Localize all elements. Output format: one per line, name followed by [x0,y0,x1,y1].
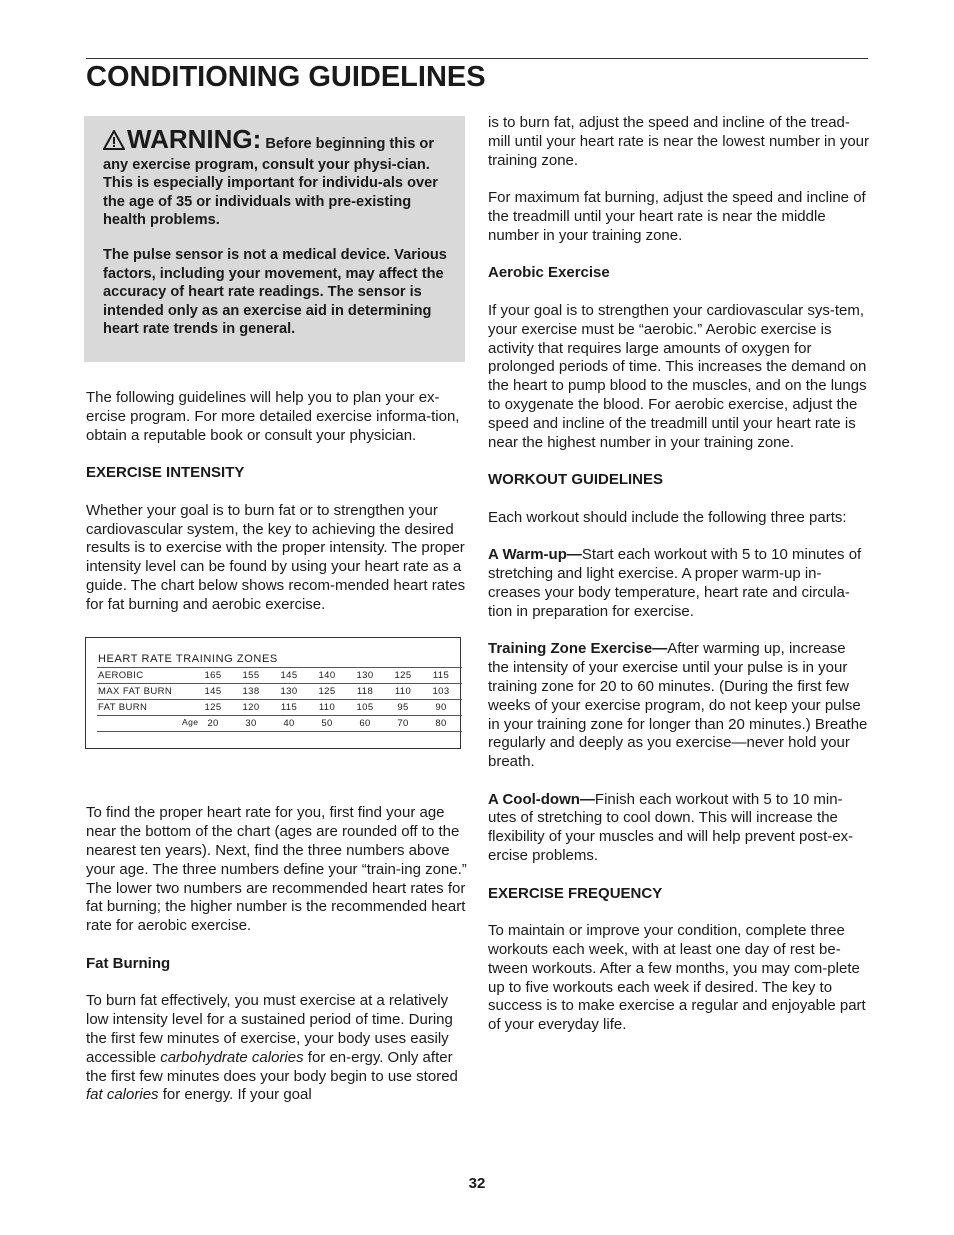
fat-burning-paragraph [86,992,468,1105]
table-cell: 165 [204,670,222,681]
warning-paragraph-1 [103,124,448,230]
table-cell: 80 [435,718,447,729]
table-cell: 90 [435,702,447,713]
exercise-intensity-heading: EXERCISE INTENSITY [86,464,245,482]
table-cell: 118 [356,686,374,697]
table-cell: 105 [356,702,374,713]
table-cell: 30 [245,718,257,729]
table-cell: 125 [204,702,222,713]
workout-guidelines-heading: WORKOUT GUIDELINES [488,471,663,489]
table-cell: 40 [283,718,295,729]
top-rule [86,58,868,59]
table-cell: 145 [204,686,222,697]
table-row [97,699,462,715]
warning-content [103,124,448,355]
heart-rate-table-title: HEART RATE TRAINING ZONES [98,653,278,665]
row-label: Age [182,717,199,727]
left-column [86,389,468,1124]
exercise-frequency-heading: EXERCISE FREQUENCY [488,884,663,902]
table-row [97,683,462,699]
fat-text-b: for en-ergy. Only after the first few minutes does your body begin to use stored [86,1048,458,1085]
table-cell: 130 [356,670,374,681]
aerobic-exercise-heading: Aerobic Exercise [488,264,610,282]
cool-down-text: Finish each workout with 5 to 10 min-utes of stretching to cool down. This will increase the flexibility of your muscles and will help prevent post-ex-ercise problems. [488,790,854,865]
fat-text-em2: fat calories [86,1086,159,1104]
fat-text-em1: carbohydrate calories [160,1048,304,1066]
table-row [97,667,462,683]
row-label: FAT BURN [98,702,148,713]
table-cell: 115 [432,670,450,681]
warm-up-text: Start each workout with 5 to 10 minutes of stretching and light exercise. A proper warm-up in-creases your body temperature, heart rate and circula-tion in preparation for exercise. [488,546,862,620]
table-cell: 145 [280,670,298,681]
table-cell: 110 [394,686,412,697]
max-fat-burning-paragraph: For maximum fat burning, adjust the speed and incline of the treadmill until your heart rate is near the middle number in your training zone. [488,189,866,244]
exercise-intensity-paragraph: Whether your goal is to burn fat or to strengthen your cardiovascular system, the key to achieving the desired results is to exercise with the proper intensity. The proper intensity level can be found by using your heart rate as a guide. The chart below shows recom-mended heart rates for fat burning and aerobic exercise. [86,501,466,613]
table-cell: 20 [207,718,219,729]
table-cell: 70 [397,718,409,729]
workout-guidelines-paragraph: Each workout should include the following three parts: [488,508,847,526]
table-cell: 95 [397,702,409,713]
warning-text-1: Before beginning this or any exercise program, consult your physi-cian. This is especially important for individu-als over the age of 35 or individuals with pre-existing health problems. [103,136,438,229]
warning-paragraph-2: The pulse sensor is not a medical device. Various factors, including your movement, may affect the accuracy of heart rate readings. The sensor is intended only as an exercise aid in determining heart rate trends in general. [103,246,447,338]
table-cell: 125 [394,670,412,681]
right-column [488,114,870,1054]
table-cell: 125 [318,686,336,697]
table-cell: 140 [318,670,336,681]
cool-down-paragraph [488,791,870,866]
table-cell: 103 [432,686,450,697]
warm-up-paragraph [488,546,870,621]
training-zone-paragraph [488,640,870,772]
table-cell: 130 [280,686,298,697]
fat-burning-heading: Fat Burning [86,954,171,972]
table-cell: 50 [321,718,333,729]
row-label: AEROBIC [98,670,144,681]
cool-down-lead: A Cool-down— [488,790,595,808]
heart-rate-table [85,637,461,749]
fat-burning-continued-paragraph: is to burn fat, adjust the speed and incline of the tread-mill until your heart rate is near the lowest number in your training zone. [488,114,870,169]
warning-box [84,116,465,362]
warning-triangle-icon [103,130,125,156]
table-cell: 115 [280,702,298,713]
training-zone-lead: Training Zone Exercise— [488,640,668,658]
table-cell: 138 [242,686,260,697]
fat-text-c: for energy. If your goal [158,1086,312,1104]
intro-paragraph: The following guidelines will help you to plan your ex-ercise program. For more detailed exercise informa-tion, obtain a reputable book or consult your physician. [86,389,460,444]
table-cell: 60 [359,718,371,729]
find-heart-rate-paragraph: To find the proper heart rate for you, first find your age near the bottom of the chart (ages are rounded off to the nearest ten years). Next, find the three numbers above your age. The three numbers define your “train-ing zone.” The lower two numbers are recommended heart rates for fat burning; the higher number is the recommended heart rate for aerobic exercise. [86,804,467,935]
page-title: CONDITIONING GUIDELINES [86,61,486,93]
exercise-frequency-paragraph: To maintain or improve your condition, complete three workouts each week, with at least one day of rest be-tween workouts. After a few months, you may com-plete up to five workouts each week if desired. The key to success is to make exercise a regular and enjoyable part of your everyday life. [488,922,866,1034]
table-cell: 155 [242,670,260,681]
page-number: 32 [468,1175,486,1192]
warning-word: WARNING: [127,124,262,154]
heart-rate-table-rows [97,667,462,732]
row-label: MAX FAT BURN [98,686,173,697]
table-row [97,715,462,732]
training-zone-text: After warming up, increase the intensity of your exercise until your pulse is in your training zone for 20 to 60 minutes. (During the first few weeks of your exercise program, do not keep your pulse in your training zone for longer than 20 minutes.) Breathe regularly and deeply as you exercise—never hold your breath. [488,640,868,771]
table-cell: 110 [318,702,336,713]
aerobic-exercise-paragraph: If your goal is to strengthen your cardiovascular sys-tem, your exercise must be “aerobic.” Aerobic exercise is activity that requires large amounts of oxygen for prolonged periods of time. This increases the demand on the heart to pump blood to the muscles, and on the lungs to oxygenate the blood. For aerobic exercise, adjust the speed and incline of the treadmill until your heart rate is near the highest number in your training zone. [488,301,867,451]
fat-text-a: To burn fat effectively, you must exercise at a relatively low intensity level for a sustained period of time. During the first few minutes of exercise, your body uses easily accessible [86,992,453,1066]
warm-up-lead: A Warm-up— [488,546,582,564]
table-cell: 120 [242,702,260,713]
